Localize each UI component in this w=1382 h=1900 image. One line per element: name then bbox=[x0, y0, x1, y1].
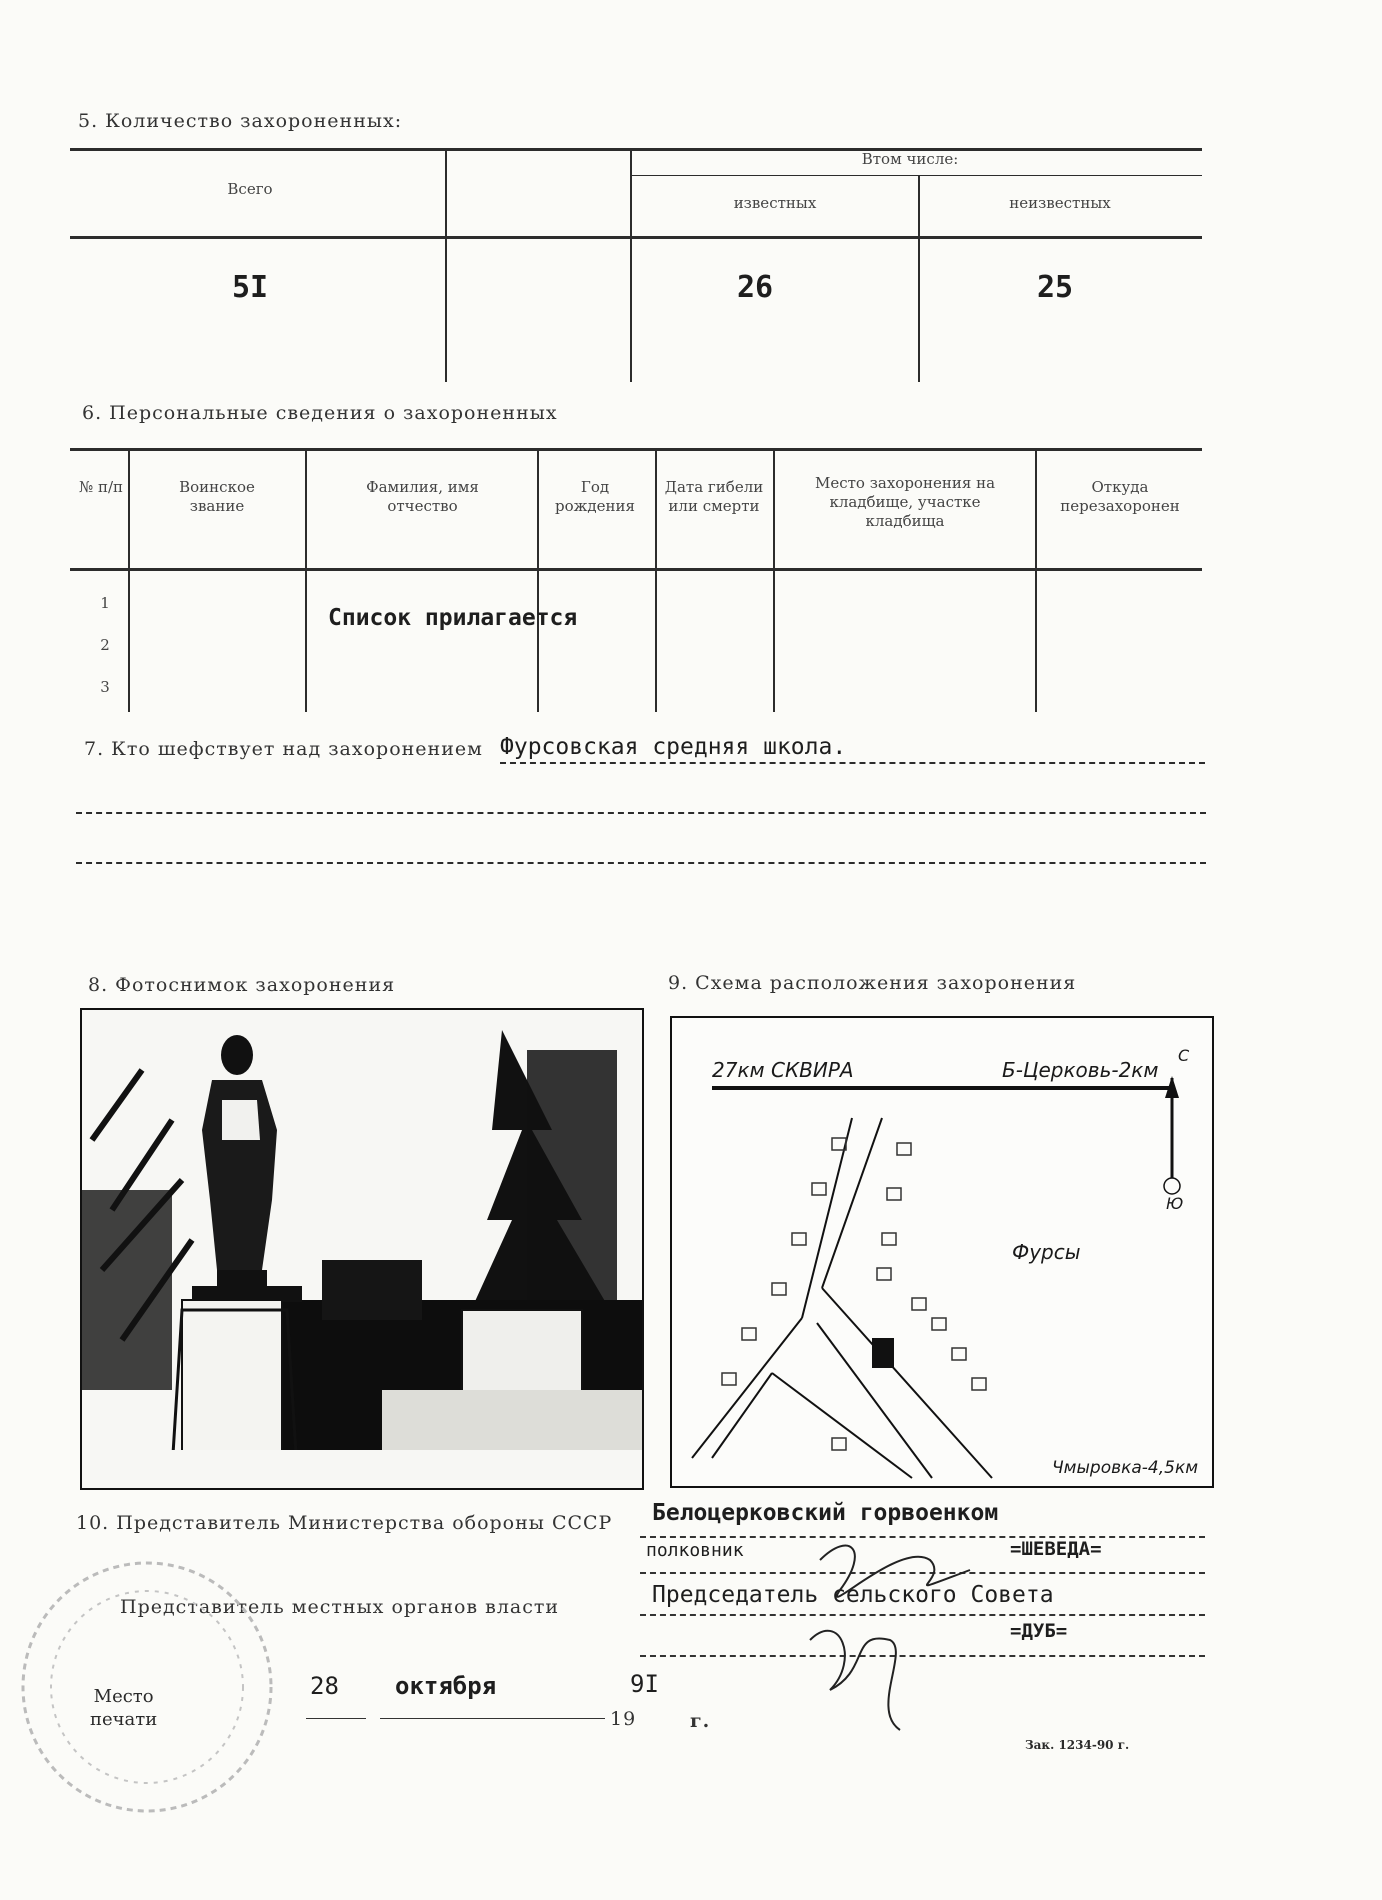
location-scheme bbox=[670, 1016, 1214, 1488]
village-label: Фурсы bbox=[1012, 1240, 1081, 1264]
burial-photo bbox=[80, 1008, 644, 1490]
section8-title: 8. Фотоснимок захоронения bbox=[88, 974, 396, 996]
road-right-label: Б-Церковь-2км bbox=[1002, 1058, 1159, 1082]
list-note: Список прилагается bbox=[328, 605, 578, 631]
col-total-header: Всего bbox=[227, 180, 273, 198]
section7-title: 7. Кто шефствует над захоронением bbox=[84, 738, 483, 760]
row-number: 1 bbox=[100, 594, 110, 612]
section5-title: 5. Количество захороненных: bbox=[78, 110, 403, 132]
header-from: Откуда перезахоронен bbox=[1060, 478, 1180, 515]
stamp-place bbox=[90, 1685, 157, 1732]
total-value: 5I bbox=[231, 270, 269, 305]
scheme-drawing bbox=[672, 1018, 1212, 1486]
patron-value: Фурсовская средняя школа. bbox=[500, 734, 847, 760]
road-bottom-label: Чмыровка-4,5км bbox=[1052, 1458, 1199, 1478]
stamp-line2: печати bbox=[90, 1709, 158, 1731]
date-year-suffix: г. bbox=[690, 1710, 711, 1732]
unknown-value: 25 bbox=[1036, 270, 1074, 305]
header-birth: Год рождения bbox=[554, 478, 635, 515]
known-value: 26 bbox=[736, 270, 774, 305]
north-label: С bbox=[1178, 1046, 1190, 1065]
mo-rank: полковник bbox=[646, 1540, 744, 1561]
signature-image bbox=[780, 1520, 1000, 1740]
col-unknown-header: неизвестных bbox=[1009, 194, 1111, 212]
date-month: октября bbox=[395, 1672, 497, 1700]
monument-image bbox=[82, 1010, 642, 1488]
header-place: Место захоронения на кладбище, участке кладбища bbox=[814, 474, 996, 530]
road-left-label: 27км СКВИРА bbox=[712, 1058, 854, 1082]
header-num: № п/п bbox=[78, 478, 123, 496]
local-rep-label: Представитель местных органов власти bbox=[120, 1596, 560, 1618]
header-name: Фамилия, имя отчество bbox=[366, 478, 479, 515]
mo-org: Белоцерковский горвоенком bbox=[652, 1500, 999, 1526]
mo-name: =ШЕВЕДА= bbox=[1010, 1538, 1102, 1560]
date-year: 9I bbox=[630, 1670, 659, 1698]
south-label: Ю bbox=[1166, 1194, 1184, 1213]
local-name: =ДУБ= bbox=[1010, 1620, 1068, 1642]
section6-title: 6. Персональные сведения о захороненных bbox=[82, 402, 558, 424]
header-death: Дата гибели или смерти bbox=[664, 478, 764, 515]
col-known-header: известных bbox=[733, 194, 817, 212]
row-number: 3 bbox=[100, 678, 110, 696]
mo-rep-label: 10. Представитель Министерства обороны СССР bbox=[76, 1512, 613, 1534]
date-year-prefix: 19 bbox=[610, 1708, 637, 1730]
stamp-line1: Место bbox=[93, 1686, 154, 1707]
header-rank: Воинское звание bbox=[179, 478, 255, 515]
local-org: Председатель сельского Совета bbox=[652, 1582, 1054, 1608]
date-day: 28 bbox=[310, 1672, 339, 1700]
printer-note: Зак. 1234-90 г. bbox=[1025, 1738, 1130, 1752]
col-incl-header: Втом числе: bbox=[861, 150, 959, 168]
section9-title: 9. Схема расположения захоронения bbox=[668, 972, 1077, 994]
row-number: 2 bbox=[100, 636, 110, 654]
